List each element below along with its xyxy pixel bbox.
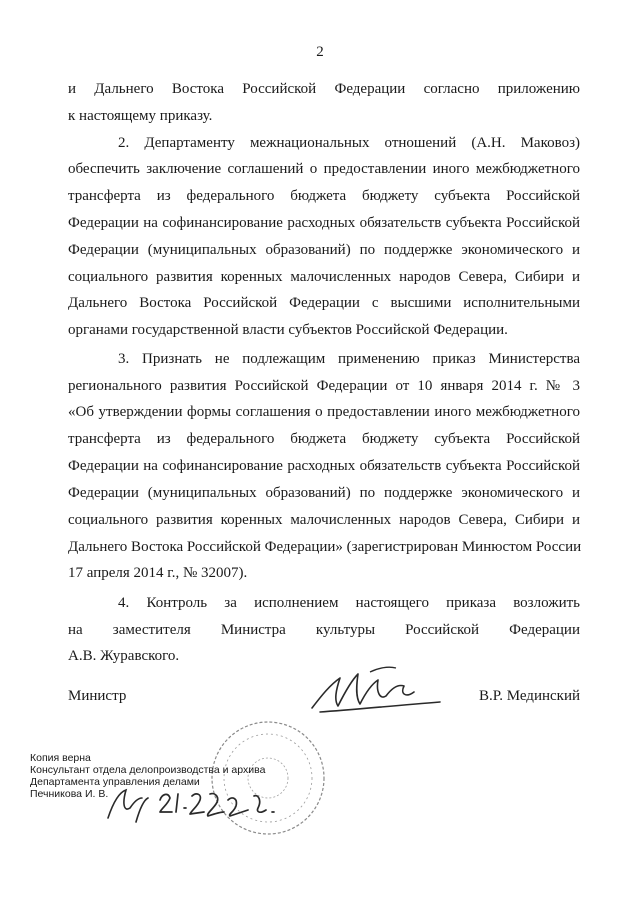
- body-line: 4. Контроль за исполнением настоящего приказа возложить: [118, 595, 580, 611]
- body-line: социального развития коренных малочисленных народов Севера, Сибири и: [68, 512, 580, 528]
- body-line: 3. Признать не подлежащим применению приказ Министерства: [118, 351, 580, 367]
- body-line: Федерации (муниципальных образований) по поддержке экономического и: [68, 242, 580, 258]
- page-number: 2: [316, 44, 324, 60]
- body-line: к настоящему приказу.: [68, 108, 213, 124]
- body-line: А.В. Журавского.: [68, 648, 180, 664]
- copy-line: Консультант отдела делопроизводства и архива: [30, 764, 266, 776]
- body-line: Дальнего Востока Российской Федерации» (зарегистрирован Минюстом России: [68, 539, 582, 555]
- copy-line: Копия верна: [30, 752, 91, 764]
- body-line: обеспечить заключение соглашений о предоставлении иного межбюджетного: [68, 161, 580, 177]
- copy-line: Департамента управления делами: [30, 776, 200, 788]
- body-line: 2. Департаменту межнациональных отношений (А.Н. Маковоз): [118, 135, 580, 151]
- body-line: трансферта из федерального бюджета бюджету субъекта Российской: [68, 431, 580, 447]
- body-line: регионального развития Российской Федерации от 10 января 2014 г. № 3: [68, 378, 580, 394]
- copy-signature: [100, 778, 290, 828]
- body-line: органами государственной власти субъектов Российской Федерации.: [68, 322, 508, 338]
- body-line: трансферта из федерального бюджета бюджету субъекта Российской: [68, 188, 580, 204]
- body-line: Федерации на софинансирование расходных обязательств субъекта Российской: [68, 215, 580, 231]
- copy-line: Печникова И. В.: [30, 788, 109, 800]
- body-line: Дальнего Востока Российской Федерации с высшими исполнительными: [68, 295, 580, 311]
- body-line: на заместителя Министра культуры Российской Федерации: [68, 622, 580, 638]
- minister-title: Министр: [68, 688, 127, 704]
- body-line: и Дальнего Востока Российской Федерации согласно приложению: [68, 81, 580, 97]
- body-line: Федерации на софинансирование расходных обязательств субъекта Российской: [68, 458, 580, 474]
- minister-name: В.Р. Мединский: [478, 688, 580, 704]
- body-line: Федерации (муниципальных образований) по поддержке экономического и: [68, 485, 580, 501]
- body-line: 17 апреля 2014 г., № 32007).: [68, 565, 248, 581]
- body-line: «Об утверждении формы соглашения о предоставлении иного межбюджетного: [68, 404, 580, 420]
- body-line: социального развития коренных малочисленных народов Севера, Сибири и: [68, 269, 580, 285]
